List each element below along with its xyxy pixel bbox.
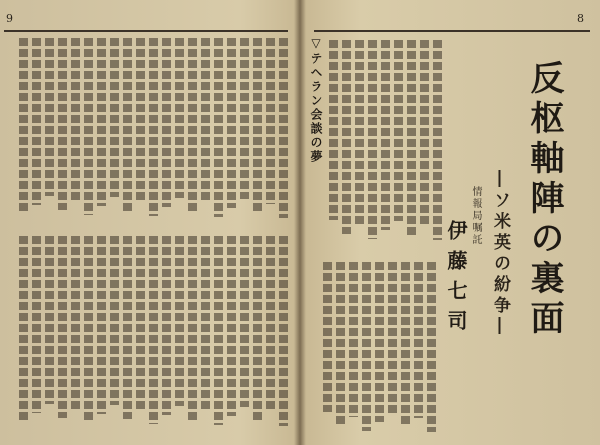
text-line-placeholder xyxy=(162,236,171,415)
top-rule-right xyxy=(314,30,590,32)
text-line-placeholder xyxy=(214,236,223,425)
text-line-placeholder xyxy=(123,38,132,211)
text-line-placeholder xyxy=(188,236,197,420)
text-line-placeholder xyxy=(110,38,119,197)
body-text-upper-right xyxy=(324,40,442,240)
text-line-placeholder xyxy=(342,40,351,234)
author-name: 伊藤七司 xyxy=(444,220,468,340)
text-line-placeholder xyxy=(71,236,80,409)
text-line-placeholder xyxy=(240,236,249,407)
text-line-placeholder xyxy=(97,236,106,414)
text-line-placeholder xyxy=(227,236,236,416)
page-number-right: 8 xyxy=(577,12,584,25)
text-line-placeholder xyxy=(175,38,184,198)
text-line-placeholder xyxy=(201,38,210,203)
text-line-placeholder xyxy=(97,38,106,206)
text-line-placeholder xyxy=(188,38,197,212)
text-line-placeholder xyxy=(433,40,442,240)
left-page xyxy=(0,0,298,445)
text-line-placeholder xyxy=(110,236,119,405)
text-line-placeholder xyxy=(362,262,371,431)
article-subtitle: ―ソ米英の紛争― xyxy=(490,170,510,338)
text-line-placeholder xyxy=(45,38,54,196)
text-line-placeholder xyxy=(414,262,423,418)
text-line-placeholder xyxy=(214,38,223,217)
text-line-placeholder xyxy=(375,262,384,422)
body-text-lower-right xyxy=(314,262,436,432)
text-line-placeholder xyxy=(19,38,28,214)
text-line-placeholder xyxy=(175,236,184,406)
text-line-placeholder xyxy=(123,236,132,419)
text-line-placeholder xyxy=(407,40,416,235)
text-line-placeholder xyxy=(266,236,275,412)
text-line-placeholder xyxy=(420,40,429,226)
text-line-placeholder xyxy=(32,236,41,413)
text-line-placeholder xyxy=(240,38,249,199)
text-line-placeholder xyxy=(388,262,397,413)
text-line-placeholder xyxy=(427,262,436,432)
text-line-placeholder xyxy=(349,262,358,417)
text-line-placeholder xyxy=(355,40,364,225)
text-line-placeholder xyxy=(329,40,338,220)
text-line-placeholder xyxy=(136,38,145,202)
text-line-placeholder xyxy=(149,236,158,424)
text-line-placeholder xyxy=(279,236,288,426)
text-line-placeholder xyxy=(149,38,158,216)
text-line-placeholder xyxy=(84,236,93,423)
text-line-placeholder xyxy=(253,236,262,421)
text-line-placeholder xyxy=(19,236,28,422)
text-line-placeholder xyxy=(32,38,41,205)
text-line-placeholder xyxy=(336,262,345,426)
text-line-placeholder xyxy=(58,38,67,210)
author-affiliation: 情報局嘱託 xyxy=(470,186,481,246)
text-line-placeholder xyxy=(368,40,377,239)
body-text-upper-left xyxy=(12,38,288,218)
text-line-placeholder xyxy=(45,236,54,404)
text-line-placeholder xyxy=(58,236,67,418)
page-number-left: 9 xyxy=(6,12,13,25)
article-title: 反枢軸陣の裏面 xyxy=(524,60,564,340)
text-line-placeholder xyxy=(253,38,262,213)
section-heading: ▽テヘラン会談の夢 xyxy=(309,36,323,164)
right-page xyxy=(302,0,600,445)
top-rule-left xyxy=(4,30,288,32)
text-line-placeholder xyxy=(227,38,236,208)
text-line-placeholder xyxy=(279,38,288,218)
text-line-placeholder xyxy=(84,38,93,215)
text-line-placeholder xyxy=(136,236,145,410)
body-text-lower-left xyxy=(12,236,288,426)
text-line-placeholder xyxy=(401,262,410,427)
text-line-placeholder xyxy=(323,262,332,412)
text-line-placeholder xyxy=(201,236,210,411)
text-line-placeholder xyxy=(394,40,403,221)
text-line-placeholder xyxy=(162,38,171,207)
text-line-placeholder xyxy=(266,38,275,204)
text-line-placeholder xyxy=(71,38,80,201)
text-line-placeholder xyxy=(381,40,390,230)
